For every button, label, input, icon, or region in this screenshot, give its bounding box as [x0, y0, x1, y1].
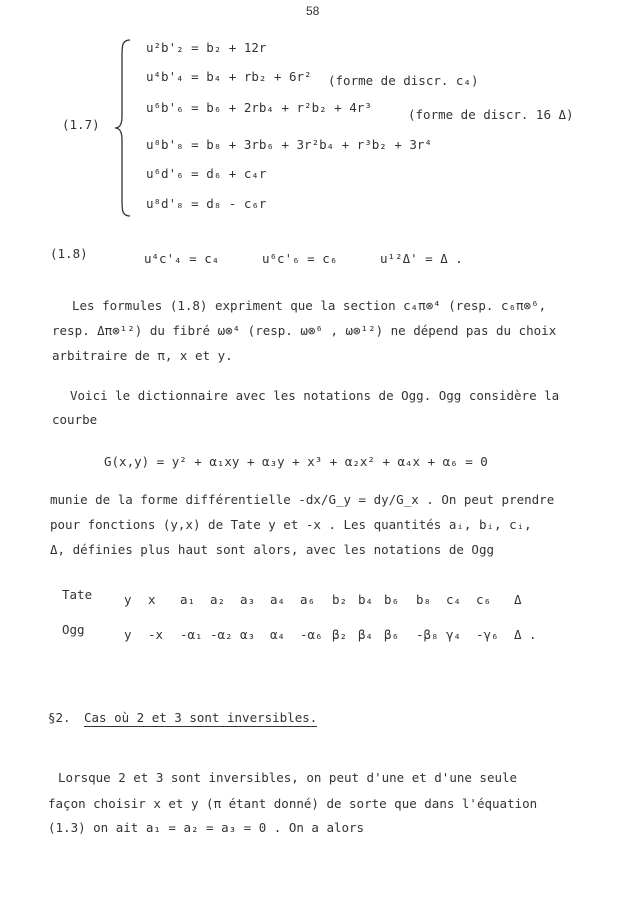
eq-line-d8: u⁸d'₈ = d₈ - c₆r: [146, 196, 267, 211]
eq-line-b2: u²b'₂ = b₂ + 12r: [146, 40, 267, 55]
paragraph4-line2: façon choisir x et y (π étant donné) de sorte que dans l'équation: [48, 796, 538, 811]
ogg-cell: y: [124, 627, 132, 642]
eq-line-b6: u⁶b'₆ = b₆ + 2rb₄ + r²b₂ + 4r³: [146, 100, 372, 115]
tate-cell: x: [148, 592, 156, 607]
ogg-cell: β₄: [358, 627, 374, 642]
tate-cell: a₄: [270, 592, 286, 607]
equation-label-1-8: (1.8): [50, 246, 88, 261]
ogg-cell: -α₆: [300, 627, 323, 642]
tate-cell: b₆: [384, 592, 400, 607]
dict-ogg-label: Ogg: [62, 622, 85, 637]
tate-cell: a₁: [180, 592, 196, 607]
section-number: §2.: [48, 710, 71, 725]
ogg-cell: β₆: [384, 627, 400, 642]
ogg-cell: -β₈: [416, 627, 439, 642]
ogg-cell: α₃: [240, 627, 256, 642]
ogg-cell: γ₄: [446, 627, 462, 642]
note-discr-c4: (forme de discr. c₄): [328, 73, 479, 88]
tate-cell: b₄: [358, 592, 374, 607]
ogg-cell: β₂: [332, 627, 348, 642]
ogg-cell: -x: [148, 627, 164, 642]
paragraph3-line3: Δ, définies plus haut sont alors, avec les notations de Ogg: [50, 542, 495, 557]
eq18-c4: u⁴c'₄ = c₄: [144, 251, 220, 266]
equation-label-1-7: (1.7): [62, 117, 100, 132]
eq-line-b4: u⁴b'₄ = b₄ + rb₂ + 6r²: [146, 69, 312, 84]
tate-cell: y: [124, 592, 132, 607]
paragraph1-line1: Les formules (1.8) expriment que la section c₄π⊗⁴ (resp. c₆π⊗⁶,: [72, 298, 547, 313]
tate-cell: b₈: [416, 592, 432, 607]
paragraph2-line1: Voici le dictionnaire avec les notations de Ogg. Ogg considère la: [70, 388, 560, 403]
page-number: 58: [306, 4, 320, 18]
eq18-delta: u¹²Δ' = Δ .: [380, 251, 463, 266]
paragraph3-line2: pour fonctions (y,x) de Tate y et -x . Les quantités aᵢ, bᵢ, cᵢ,: [50, 517, 532, 532]
left-brace-icon: [112, 38, 134, 218]
paragraph2-line2: courbe: [52, 412, 98, 427]
paragraph1-line3: arbitraire de π, x et y.: [52, 348, 233, 363]
ogg-cell: -α₁: [180, 627, 203, 642]
paragraph4-line1: Lorsque 2 et 3 sont inversibles, on peut d'une et d'une seule: [58, 770, 518, 785]
paragraph4-line3: (1.3) on ait a₁ = a₂ = a₃ = 0 . On a alors: [48, 820, 365, 835]
section-title: Cas où 2 et 3 sont inversibles.: [84, 710, 318, 725]
ogg-cell: α₄: [270, 627, 286, 642]
tate-cell: a₃: [240, 592, 256, 607]
ogg-cell: -α₂: [210, 627, 233, 642]
tate-cell: Δ: [514, 592, 522, 607]
eq18-c6: u⁶c'₆ = c₆: [262, 251, 338, 266]
ogg-cell: Δ .: [514, 627, 537, 642]
dict-tate-label: Tate: [62, 587, 93, 602]
note-discr-16-delta: (forme de discr. 16 Δ): [408, 107, 574, 122]
paragraph3-line1: munie de la forme différentielle -dx/G_y = dy/G_x . On peut prendre: [50, 492, 555, 507]
eq-line-b8: u⁸b'₈ = b₈ + 3rb₆ + 3r²b₄ + r³b₂ + 3r⁴: [146, 137, 432, 152]
ogg-curve-equation: G(x,y) = y² + α₁xy + α₃y + x³ + α₂x² + α₄x + α₆ = 0: [104, 454, 488, 469]
tate-cell: a₂: [210, 592, 226, 607]
paragraph1-line2: resp. Δπ⊗¹²) du fibré ω⊗⁴ (resp. ω⊗⁶ , ω⊗¹²) ne dépend pas du choix: [52, 323, 557, 338]
ogg-cell: -γ₆: [476, 627, 499, 642]
eq-line-d6: u⁶d'₆ = d₆ + c₄r: [146, 166, 267, 181]
tate-cell: a₆: [300, 592, 316, 607]
tate-cell: b₂: [332, 592, 348, 607]
tate-cell: c₆: [476, 592, 492, 607]
tate-cell: c₄: [446, 592, 462, 607]
